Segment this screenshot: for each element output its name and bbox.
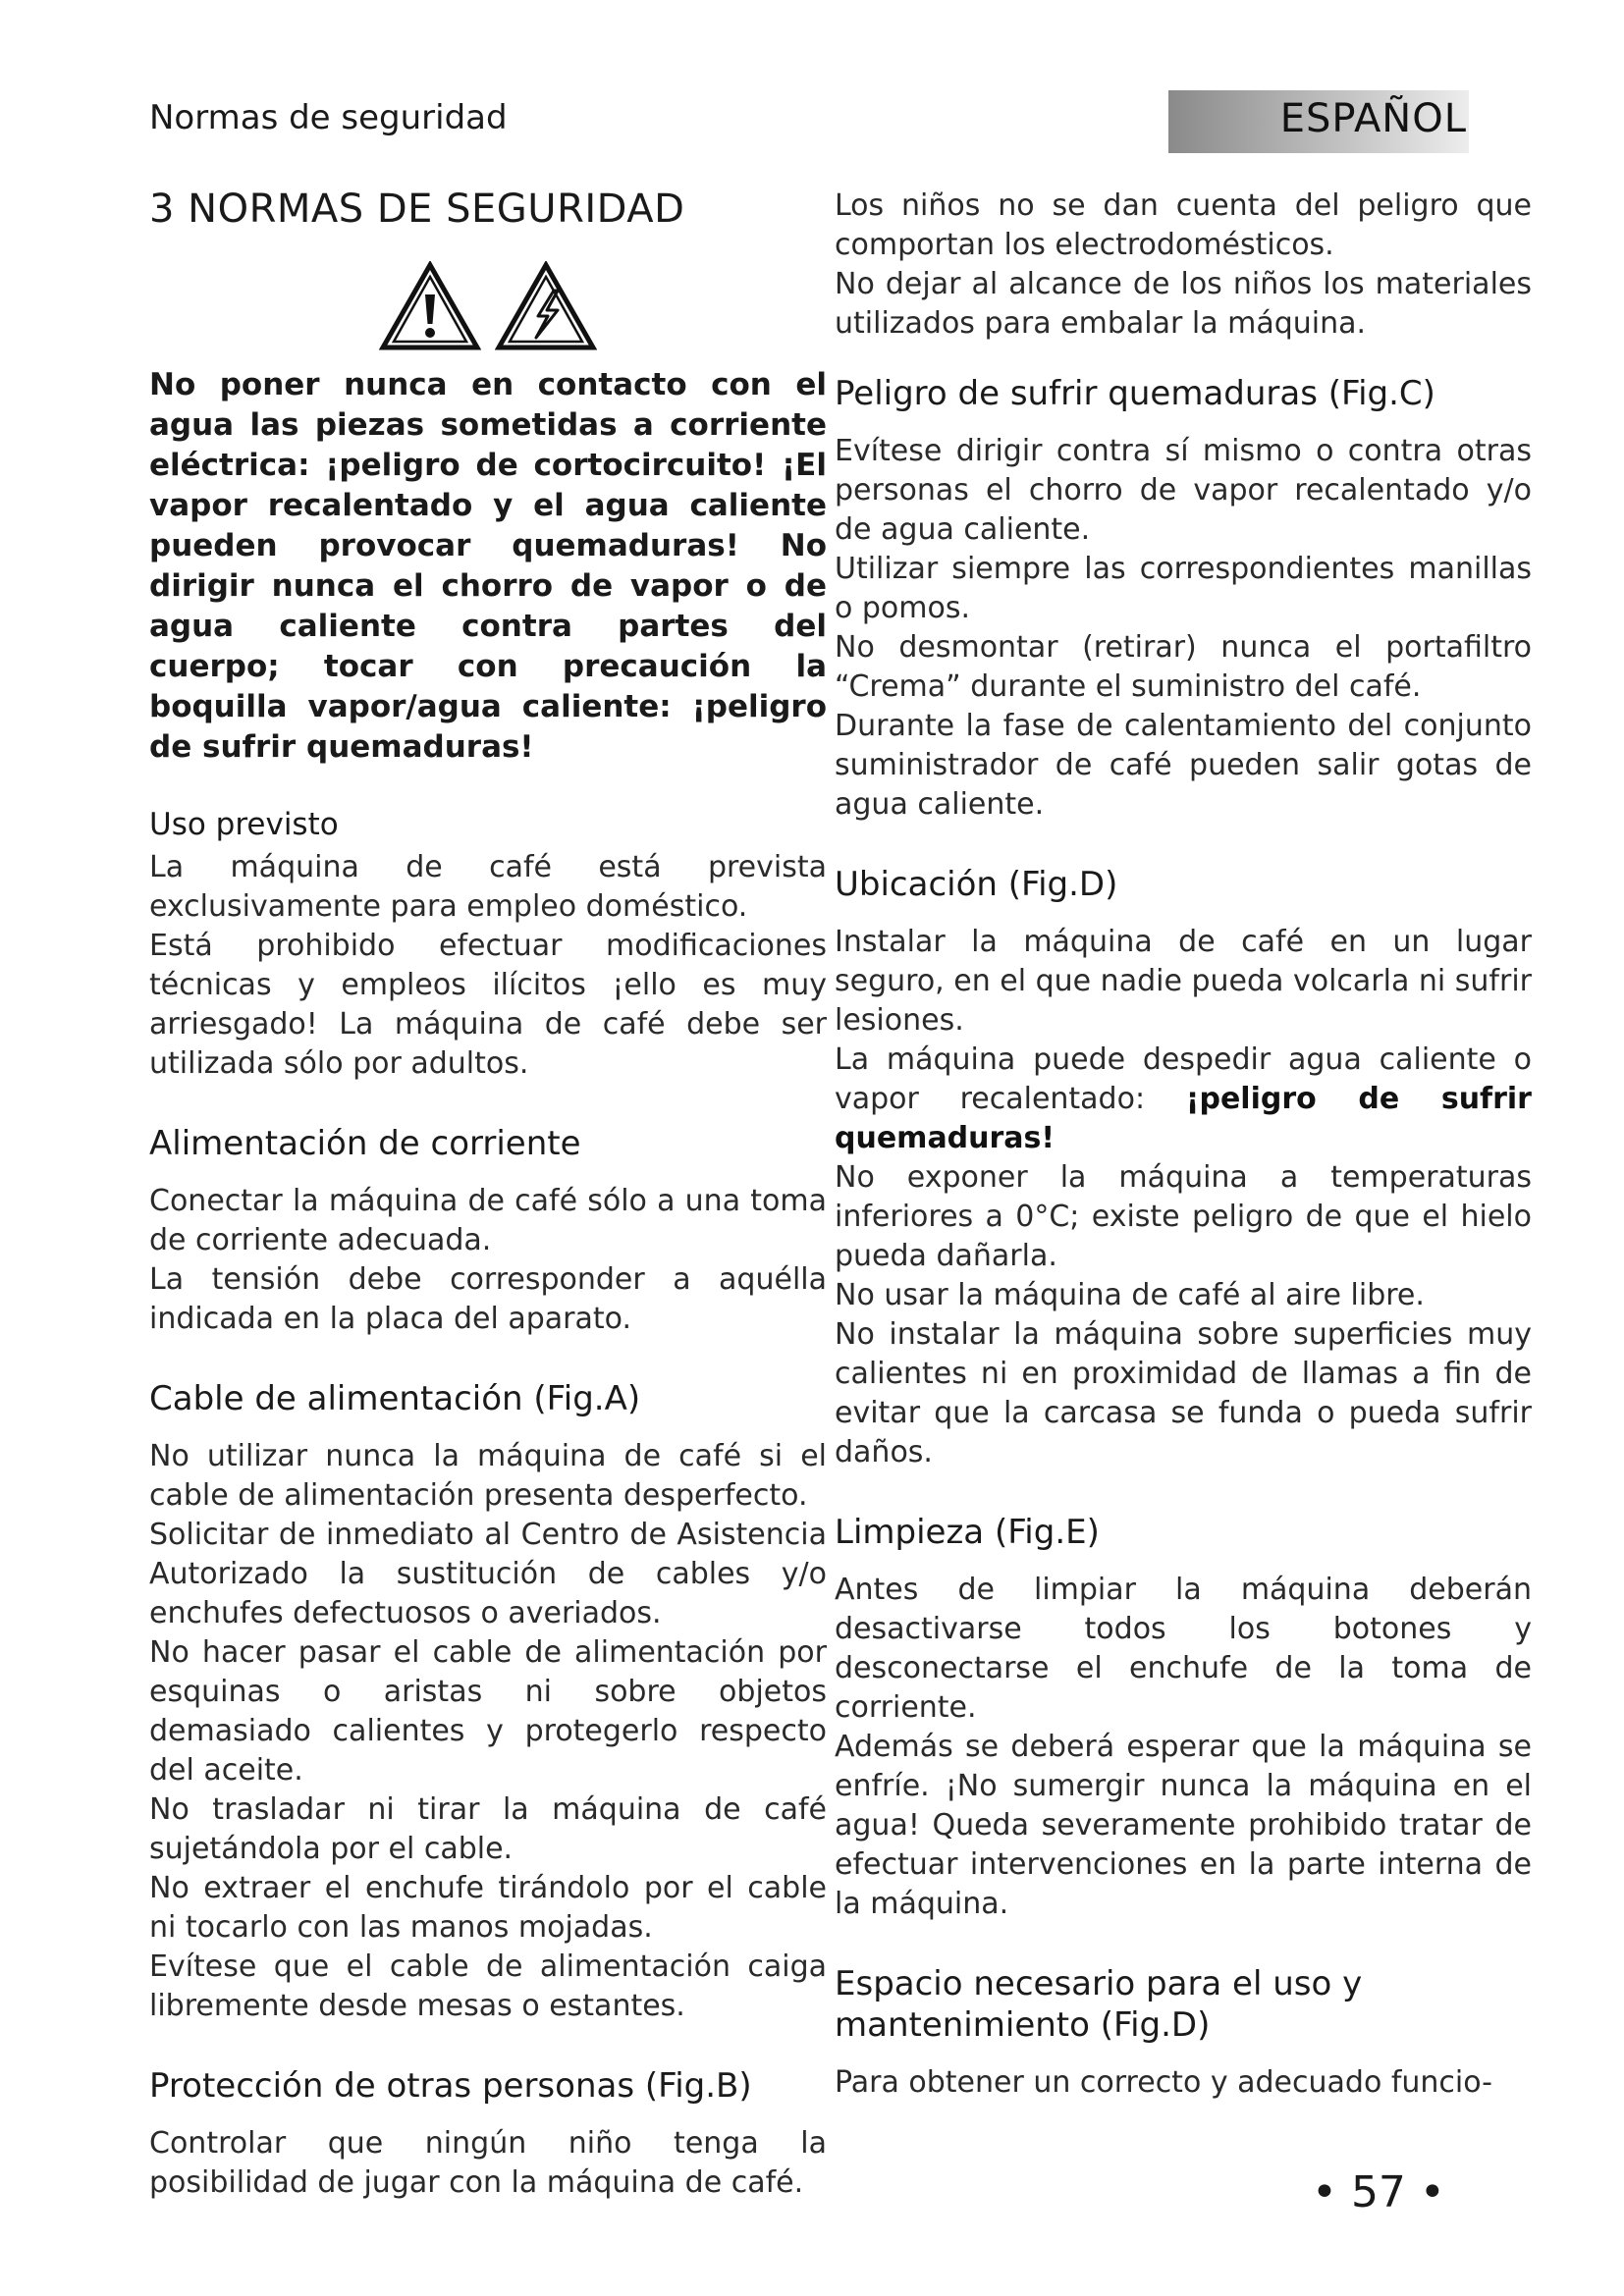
section-heading: Uso previsto [149,807,339,842]
section-heading: Espacio necesario para el uso y mantenimiento (Fig.D) [835,1964,1363,2045]
paragraph: Controlar que ningún niño tenga la posibilidad de jugar con la máquina de café. [149,2126,827,2200]
section-heading: Peligro de sufrir quemaduras (Fig.C) [835,374,1435,413]
paragraph: La máquina de café está prevista exclusivamente para empleo doméstico. [149,850,827,924]
paragraph: Evítese que el cable de alimentación caiga libremente desde mesas o estantes. [149,1949,827,2023]
section-quemaduras [835,373,1532,825]
paragraph: No utilizar nunca la máquina de café si el cable de alimentación presenta desperfecto. [149,1439,827,1513]
paragraph: No extraer el enchufe tirándolo por el cable ni tocarlo con las manos mojadas. [149,1871,827,1945]
paragraph: Los niños no se dan cuenta del peligro que comportan los electrodomésticos. [835,188,1532,262]
paragraph: Solicitar de inmediato al Centro de Asistencia Autorizado la sustitución de cables y/o enchufes defectuosos o averiados. [149,1518,827,1630]
section-alimentacion [149,1123,827,1339]
paragraph: No instalar la máquina sobre superficies muy calientes ni en proximidad de llamas a fin de evitar que la carcasa se funda o pueda sufrir daños. [835,1317,1532,1469]
electric-hazard-icon [495,261,597,351]
paragraph: Evítese dirigir contra sí mismo o contra otras personas el chorro de vapor recalentado y/o de agua caliente. [835,434,1532,547]
section-ubicacion [835,864,1532,1472]
page-number: • 57 • [1312,2167,1445,2217]
paragraph: No desmontar (retirar) nunca el portafiltro “Crema” durante el suministro del café. [835,630,1532,704]
paragraph: No usar la máquina de café al aire libre. [835,1278,1425,1312]
paragraph: No dejar al alcance de los niños los materiales utilizados para embalar la máquina. [835,267,1532,341]
section-proteccion [149,2065,827,2203]
language-label: ESPAÑOL [1279,96,1467,141]
section-cable [149,1378,827,2026]
section-uso-previsto [149,805,827,1084]
section-heading: Alimentación de corriente [149,1124,581,1163]
paragraph: No exponer la máquina a temperaturas inferiores a 0°C; existe peligro de que el hielo pueda dañarla. [835,1160,1532,1273]
section-heading: Cable de alimentación (Fig.A) [149,1379,641,1418]
paragraph-text: La máquina puede despedir agua caliente o vapor recalentado: [835,1042,1532,1116]
left-column [149,187,827,2203]
page-title: 3 NORMAS DE SEGURIDAD [149,187,685,232]
section-espacio [835,1963,1532,2103]
paragraph: La tensión debe corresponder a aquélla indicada en la placa del aparato. [149,1262,827,1336]
paragraph [835,1041,1532,1158]
paragraph: Para obtener un correcto y adecuado funcio- [835,2065,1492,2100]
paragraph: No trasladar ni tirar la máquina de café sujetándola por el cable. [149,1792,827,1866]
language-tab [1168,90,1469,153]
hazard-icons [149,261,827,351]
section-heading: Limpieza (Fig.E) [835,1513,1100,1552]
paragraph: Durante la fase de calentamiento del conjunto suministrador de café pueden salir gotas de agua caliente. [835,709,1532,822]
section-heading: Protección de otras personas (Fig.B) [149,2066,752,2106]
section-limpieza [835,1512,1532,1924]
running-header: Normas de seguridad [149,98,508,137]
paragraph: Instalar la máquina de café en un lugar seguro, en el que nadie pueda volcarla ni sufrir lesiones. [835,925,1532,1038]
paragraph: Antes de limpiar la máquina deberán desactivarse todos los botones y desconectarse el enchufe de la toma de corriente. [835,1573,1532,1725]
electrical-warning: No poner nunca en contacto con el agua las piezas sometidas a corriente eléctrica: ¡peligro de cortocircuito! ¡El vapor recalentado y el agua caliente pueden provocar quemaduras! No dirigir nunca el chorro de vapor o de agua caliente contra partes del cuerpo; tocar con precaución la boquilla vapor/agua caliente: ¡peligro de sufrir quemaduras! [149,367,827,765]
section-heading: Ubicación (Fig.D) [835,865,1118,904]
warning-triangle-icon [379,261,481,351]
paragraph: Además se deberá esperar que la máquina se enfríe. ¡No sumergir nunca la máquina en el agua! Queda severamente prohibido tratar de efectuar intervenciones en la parte interna de la máquina. [835,1730,1532,1921]
paragraph: Está prohibido efectuar modificaciones técnicas y empleos ilícitos ¡ello es muy arriesgado! La máquina de café debe ser utilizada sólo por adultos. [149,929,827,1081]
paragraph: Conectar la máquina de café sólo a una toma de corriente adecuada. [149,1184,827,1257]
right-column [835,187,1532,2103]
paragraph: Utilizar siempre las correspondientes manillas o pomos. [835,552,1532,625]
burn-warning: ¡peligro de sufrir quemaduras! [835,1082,1532,1155]
paragraph: No hacer pasar el cable de alimentación por esquinas o aristas ni sobre objetos demasiado calientes y protegerlo respecto del aceite. [149,1635,827,1788]
